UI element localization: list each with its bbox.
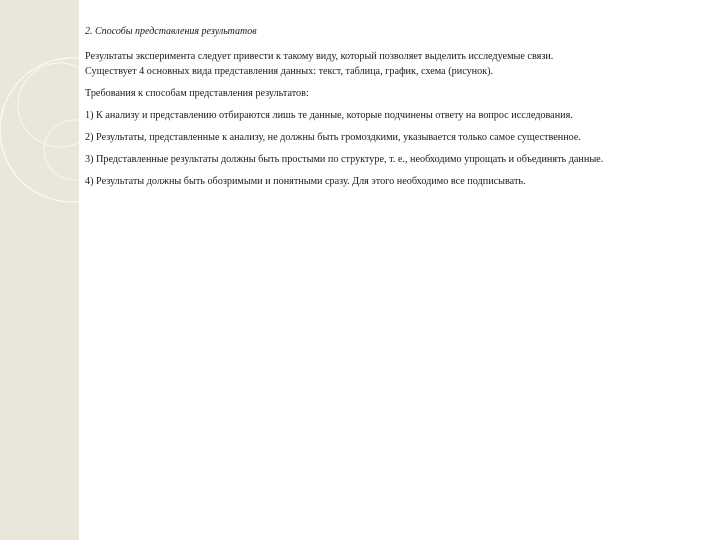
requirement-item: 1) К анализу и представлению отбираются лишь те данные, которые подчинены ответу на вопрос исследования. <box>85 110 573 121</box>
decorative-ring-large <box>0 58 79 202</box>
requirement-item: 2) Результаты, представленные к анализу, не должны быть громоздкими, указывается только самое существенное. <box>85 132 581 143</box>
intro-line: Результаты эксперимента следует привести к такому виду, который позволяет выделить исследуемые связи. <box>85 51 554 62</box>
slide-title: 2. Способы представления результатов <box>85 26 257 37</box>
decorative-ring-small <box>44 120 79 180</box>
decorative-sidebar <box>0 0 79 540</box>
slide-content <box>85 26 710 196</box>
decorative-rings <box>0 0 79 540</box>
requirement-item: 4) Результаты должны быть обозримыми и понятными сразу. Для этого необходимо все подписывать. <box>85 176 526 187</box>
requirements-heading: Требования к способам представления результатов: <box>85 88 309 99</box>
intro-line: Существует 4 основных вида представления данных: текст, таблица, график, схема (рисунок). <box>85 66 494 77</box>
requirement-item: 3) Представленные результаты должны быть простыми по структуре, т. е., необходимо упрощать и объединять данные. <box>85 154 604 165</box>
intro-paragraph <box>85 49 710 79</box>
decorative-ring-outer <box>0 0 79 165</box>
